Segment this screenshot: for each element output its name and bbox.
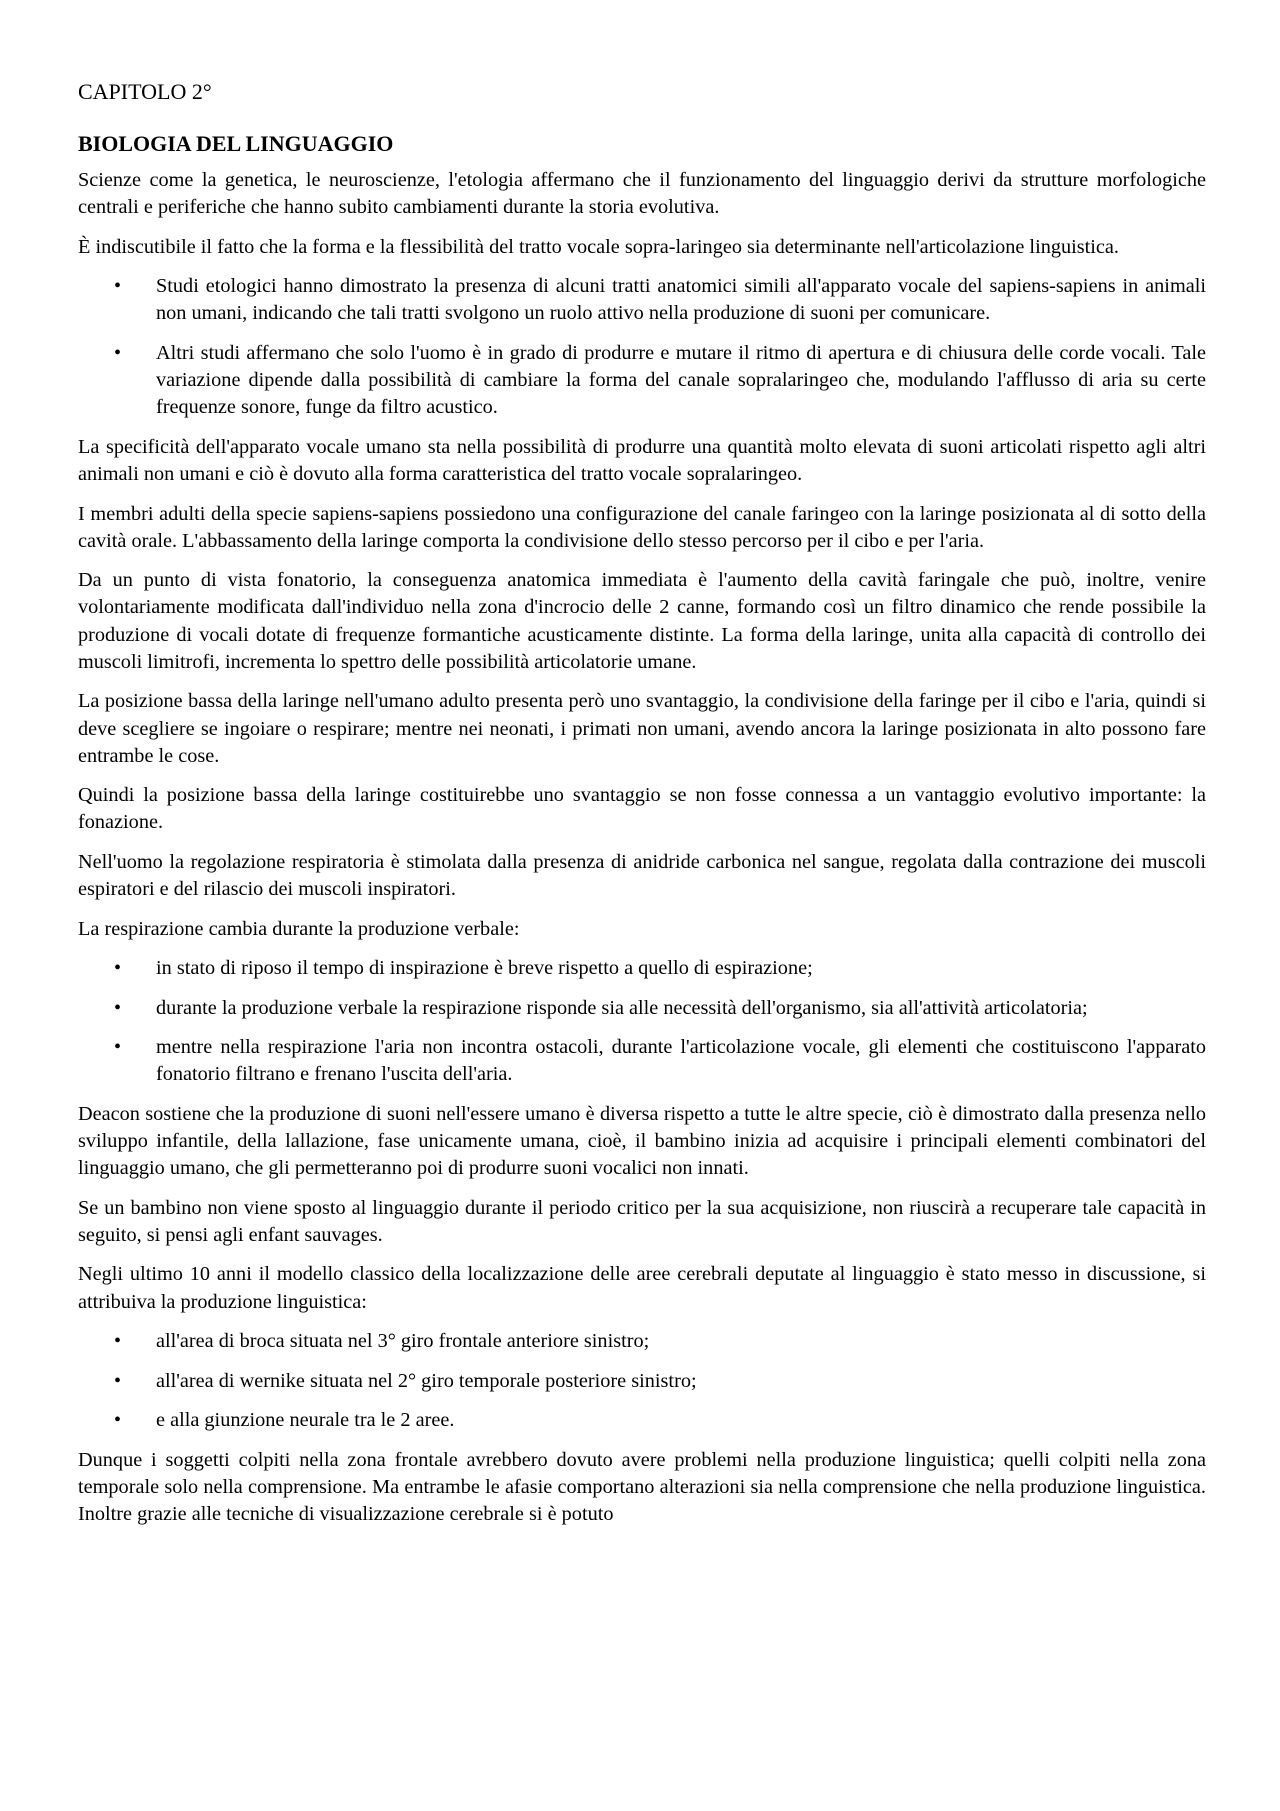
bullet-icon: • <box>114 1409 122 1432</box>
bullet-icon: • <box>114 1330 122 1353</box>
paragraph: I membri adulti della specie sapiens-sapiens possiedono una configurazione del canale faringeo con la laringe posizionata al di sotto della cavità orale. L'abbassamento della laringe comporta la condivisione dello stesso percorso per il cibo e per l'aria. <box>78 502 1206 552</box>
bullet-icon: • <box>114 341 122 364</box>
bullet-icon: • <box>114 996 122 1019</box>
paragraph: La respirazione cambia durante la produzione verbale: <box>78 917 520 940</box>
bullet-list <box>78 955 1206 1088</box>
list-item <box>78 1368 1206 1395</box>
paragraph: La specificità dell'apparato vocale umano sta nella possibilità di produrre una quantità molto elevata di suoni articolati rispetto agli altri animali non umani e ciò è dovuto alla forma caratteristica del tratto vocale sopralaringeo. <box>78 435 1206 486</box>
section-title: BIOLOGIA DEL LINGUAGGIO <box>78 131 394 156</box>
list-item-text: durante la produzione verbale la respirazione risponde sia alle necessità dell'organismo, sia all'attività articolatoria; <box>156 996 1088 1019</box>
paragraph: Se un bambino non viene sposto al linguaggio durante il periodo critico per la sua acquisizione, non riuscirà a recuperare tale capacità in seguito, si pensi agli enfant sauvages. <box>78 1196 1206 1246</box>
bullet-icon: • <box>114 1036 122 1059</box>
list-item <box>78 273 1206 327</box>
chapter-heading: CAPITOLO 2° <box>78 79 212 104</box>
bullet-list <box>78 1328 1206 1434</box>
document-page <box>78 78 1206 1541</box>
list-item-text: in stato di riposo il tempo di inspirazione è breve rispetto a quello di espirazione; <box>156 957 813 980</box>
list-item <box>78 955 1206 982</box>
bullet-icon: • <box>114 275 122 298</box>
list-item <box>78 1407 1206 1434</box>
list-item-text: all'area di wernike situata nel 2° giro temporale posteriore sinistro; <box>156 1369 697 1392</box>
list-item-text: Altri studi affermano che solo l'uomo è in grado di produrre e mutare il ritmo di apertura e di chiusura delle corde vocali. Tale variazione dipende dalla possibilità di cambiare la forma del canale sopralaringeo che, modulando l'afflusso di aria su certe frequenze sonore, funge da filtro acustico. <box>156 341 1206 419</box>
bullet-icon: • <box>114 957 122 980</box>
list-item <box>78 1034 1206 1088</box>
paragraph: La posizione bassa della laringe nell'umano adulto presenta però uno svantaggio, la condivisione della faringe per il cibo e l'aria, quindi si deve scegliere se ingoiare o respirare; mentre nei neonati, i primati non umani, avendo ancora la laringe posizionata in alto possono fare entrambe le cose. <box>78 690 1206 767</box>
document-body <box>78 167 1206 1528</box>
list-item <box>78 995 1206 1022</box>
bullet-list <box>78 273 1206 421</box>
paragraph: Scienze come la genetica, le neuroscienze, l'etologia affermano che il funzionamento del linguaggio derivi da strutture morfologiche centrali e periferiche che hanno subito cambiamenti durante la storia evolutiva. <box>78 169 1206 219</box>
paragraph: Da un punto di vista fonatorio, la conseguenza anatomica immediata è l'aumento della cavità faringale che può, inoltre, venire volontariamente modificata dall'individuo nella zona d'incrocio delle 2 canne, formando così un filtro dinamico che rende possibile la produzione di vocali dotate di frequenze formantiche acusticamente distinte. La forma della laringe, unita alla capacità di controllo dei muscoli limitrofi, incrementa lo spettro delle possibilità articolatorie umane. <box>78 569 1206 673</box>
list-item-text: mentre nella respirazione l'aria non incontra ostacoli, durante l'articolazione vocale, gli elementi che costituiscono l'apparato fonatorio filtrano e frenano l'uscita dell'aria. <box>156 1036 1206 1086</box>
list-item-text: Studi etologici hanno dimostrato la presenza di alcuni tratti anatomici simili all'apparato vocale del sapiens-sapiens in animali non umani, indicando che tali tratti svolgono un ruolo attivo nella produzione di suoni per comunicare. <box>156 275 1206 325</box>
bullet-icon: • <box>114 1369 122 1392</box>
list-item-text: e alla giunzione neurale tra le 2 aree. <box>156 1409 455 1432</box>
list-item <box>78 1328 1206 1355</box>
paragraph: Nell'uomo la regolazione respiratoria è stimolata dalla presenza di anidride carbonica nel sangue, regolata dalla contrazione dei muscoli espiratori e del rilascio dei muscoli inspiratori. <box>78 850 1206 901</box>
paragraph: Deacon sostiene che la produzione di suoni nell'essere umano è diversa rispetto a tutte le altre specie, ciò è dimostrato dalla presenza nello sviluppo infantile, della lallazione, fase unicamente umana, cioè, il bambino inizia ad acquisire i principali elementi combinatori del linguaggio umano, che gli permetteranno poi di produrre suoni vocalici non innati. <box>78 1102 1206 1180</box>
paragraph: Quindi la posizione bassa della laringe costituirebbe uno svantaggio se non fosse connessa a un vantaggio evolutivo importante: la fonazione. <box>78 784 1206 834</box>
list-item-text: all'area di broca situata nel 3° giro frontale anteriore sinistro; <box>156 1330 650 1353</box>
list-item <box>78 340 1206 422</box>
paragraph: È indiscutibile il fatto che la forma e la flessibilità del tratto vocale sopra-laringeo sia determinante nell'articolazione linguistica. <box>78 235 1119 258</box>
paragraph: Dunque i soggetti colpiti nella zona frontale avrebbero dovuto avere problemi nella produzione linguistica; quelli colpiti nella zona temporale solo nella comprensione. Ma entrambe le afasie comportano alterazioni sia nella comprensione che nella produzione linguistica. Inoltre grazie alle tecniche di visualizzazione cerebrale si è potuto <box>78 1448 1206 1526</box>
paragraph: Negli ultimo 10 anni il modello classico della localizzazione delle aree cerebrali deputate al linguaggio è stato messo in discussione, si attribuiva la produzione linguistica: <box>78 1263 1206 1313</box>
